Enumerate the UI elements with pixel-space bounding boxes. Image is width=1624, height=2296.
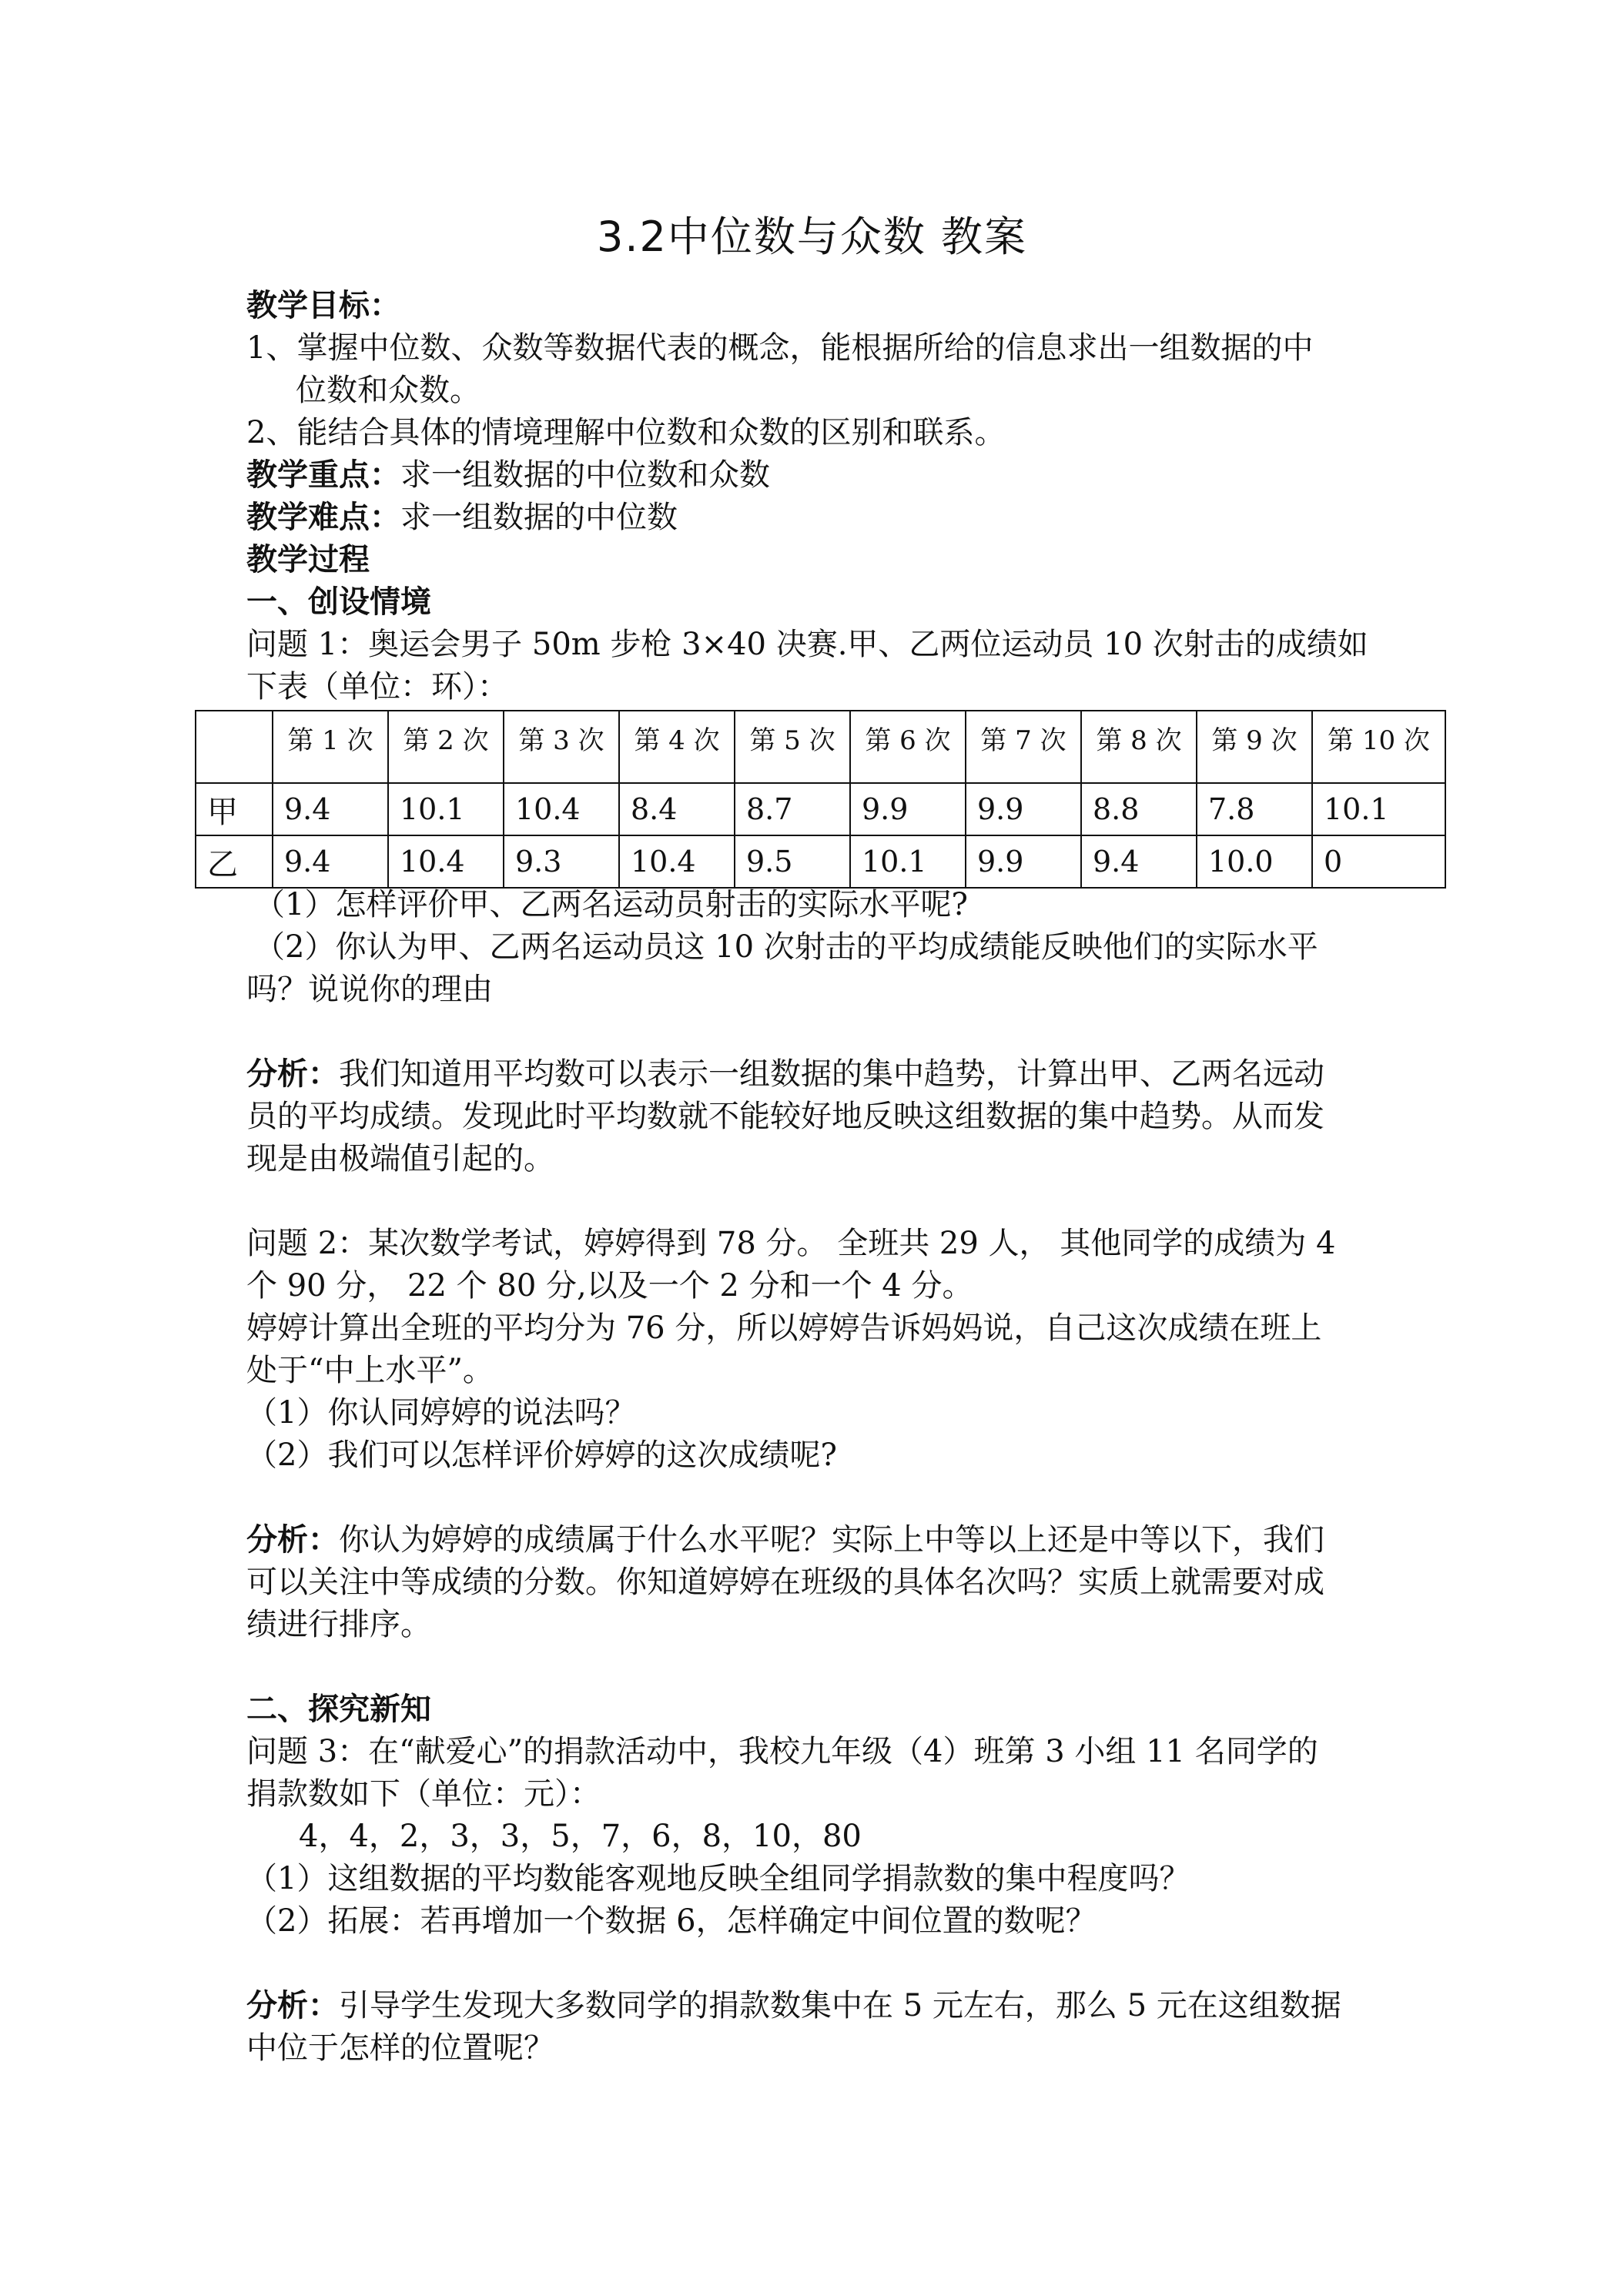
table-cell: 10.1 [388,783,504,835]
table-header-cell: 第 8 次 [1081,711,1197,783]
question-3-2: （2）拓展：若再增加一个数据 6，怎样确定中间位置的数呢？ [246,1903,1097,1939]
problem1-line2: 下表（单位：环）： [246,669,508,705]
table-cell: 8.4 [619,783,735,835]
problem2-line2: 个 90 分， 22 个 80 分,以及一个 2 分和一个 4 分。 [246,1268,973,1304]
analysis-1-line3: 现是由极端值引起的。 [246,1141,554,1176]
table-cell: 10.1 [850,835,966,888]
problem3-line2: 捐款数如下（单位：元）： [246,1776,601,1812]
problem1-line1: 问题 1：奥运会男子 50m 步枪 3×40 决赛.甲、乙两位运动员 10 次射击的成绩如 [246,627,1368,662]
table-cell: 8.8 [1081,783,1197,835]
table-cell: 9.4 [273,835,388,888]
problem3-data: 4，4，2，3，3，5，7，6，8，10，80 [299,1819,862,1854]
analysis-label: 分析： [246,1988,339,2023]
table-cell: 10.4 [504,783,619,835]
objective-1-line2: 位数和众数。 [296,373,481,408]
table-header-cell: 第 5 次 [735,711,850,783]
table-header-cell: 第 7 次 [966,711,1081,783]
spacer [246,1943,1394,1985]
table-header-cell: 第 2 次 [388,711,504,783]
analysis-1-line1 [246,1053,1394,1096]
table-cell: 7.8 [1197,783,1312,835]
problem2-line4: 处于“中上水平”。 [246,1353,494,1388]
row-label-yi: 乙 [196,835,273,888]
question-2-1: （1）你认同婷婷的说法吗？ [246,1395,636,1431]
table-header-cell: 第 10 次 [1312,711,1445,783]
analysis-2-line3: 绩进行排序。 [246,1607,431,1642]
section1-heading: 一、创设情境 [246,584,431,620]
question-2-2: （2）我们可以怎样评价婷婷的这次成绩呢? [246,1438,837,1473]
table-cell: 0 [1312,835,1445,888]
table-header-row [196,711,1445,783]
page-title: 3.2中位数与众数 教案 [596,213,1028,261]
spacer [246,1646,1394,1689]
objective-2: 2、能结合具体的情境理解中位数和众数的区别和联系。 [246,415,1006,450]
table-cell: 8.7 [735,783,850,835]
table-cell: 9.9 [850,783,966,835]
table-cell: 10.4 [388,835,504,888]
table-cell: 9.4 [1081,835,1197,888]
section2-heading: 二、探究新知 [246,1692,431,1727]
question-3-1: （1）这组数据的平均数能客观地反映全组同学捐款数的集中程度吗？ [246,1861,1190,1896]
process-heading: 教学过程 [246,542,370,577]
spacer [246,1477,1394,1519]
analysis-3-text: 引导学生发现大多数同学的捐款数集中在 5 元左右，那么 5 元在这组数据 [339,1988,1341,2023]
table-header-cell: 第 4 次 [619,711,735,783]
table-header-cell: 第 6 次 [850,711,966,783]
spacer [246,1011,1394,1053]
analysis-label: 分析： [246,1056,339,1092]
table-cell: 9.5 [735,835,850,888]
key-point-label: 教学重点： [246,457,400,493]
difficulty [246,497,1394,539]
table-cell: 10.4 [619,835,735,888]
score-table [195,710,1446,889]
question-1-1: （1）怎样评价甲、乙两名运动员射击的实际水平呢? [254,887,968,922]
objectives-heading: 教学目标： [246,288,400,323]
problem2-line3: 婷婷计算出全班的平均分为 76 分，所以婷婷告诉妈妈说，自己这次成绩在班上 [246,1310,1322,1346]
table-header-cell: 第 3 次 [504,711,619,783]
analysis-3-line2: 中位于怎样的位置呢？ [246,2030,554,2066]
table-cell: 9.9 [966,783,1081,835]
analysis-2-line2: 可以关注中等成绩的分数。你知道婷婷在班级的具体名次吗？实质上就需要对成 [246,1565,1324,1600]
table-header-cell [196,711,273,783]
key-point-text: 求一组数据的中位数和众数 [400,457,770,493]
analysis-2-line1 [246,1519,1394,1561]
question-1-2-line2: 吗？说说你的理由 [246,972,493,1007]
table-row [196,783,1445,835]
table-cell: 10.0 [1197,835,1312,888]
table-cell: 9.9 [966,835,1081,888]
table-header-cell: 第 9 次 [1197,711,1312,783]
objectives-block [246,285,1394,708]
difficulty-label: 教学难点： [246,500,400,535]
key-point [246,454,1394,497]
problem3-line1: 问题 3：在“献爱心”的捐款活动中，我校九年级（4）班第 3 小组 11 名同学的 [246,1734,1318,1769]
analysis-2-text: 你认为婷婷的成绩属于什么水平呢？实际上中等以上还是中等以下，我们 [339,1522,1324,1558]
discussion-block [246,884,1394,2070]
objective-1-line1: 1、掌握中位数、众数等数据代表的概念，能根据所给的信息求出一组数据的中 [246,330,1314,366]
problem2-line1: 问题 2：某次数学考试，婷婷得到 78 分。 全班共 29 人， 其他同学的成绩为 4 [246,1226,1336,1261]
table-cell: 10.1 [1312,783,1445,835]
question-1-2-line1: （2）你认为甲、乙两名运动员这 10 次射击的平均成绩能反映他们的实际水平 [254,929,1318,965]
analysis-3-line1 [246,1985,1394,2027]
difficulty-text: 求一组数据的中位数 [400,500,678,535]
analysis-1-line2: 员的平均成绩。发现此时平均数就不能较好地反映这组数据的集中趋势。从而发 [246,1099,1324,1134]
analysis-1-text: 我们知道用平均数可以表示一组数据的集中趋势，计算出甲、乙两名远动 [339,1056,1324,1092]
table-cell: 9.3 [504,835,619,888]
table-header-cell: 第 1 次 [273,711,388,783]
row-label-jia: 甲 [196,783,273,835]
spacer [246,1180,1394,1223]
analysis-label: 分析： [246,1522,339,1558]
table-row [196,835,1445,888]
table-cell: 9.4 [273,783,388,835]
